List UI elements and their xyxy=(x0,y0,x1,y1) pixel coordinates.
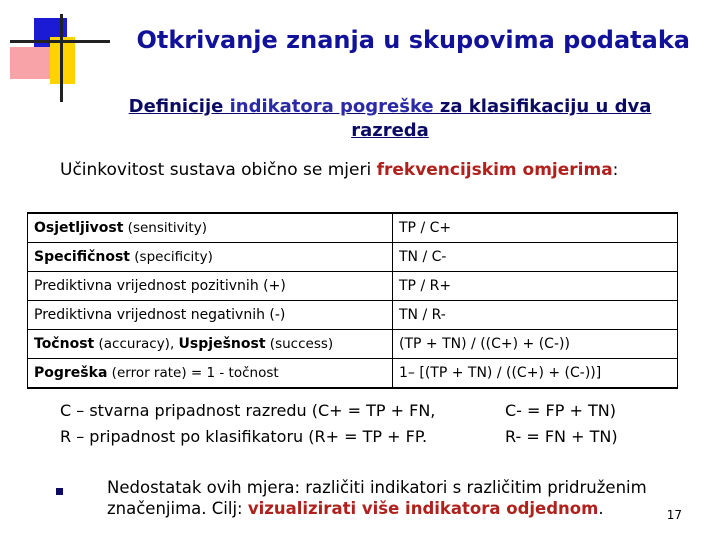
metric-name-cell xyxy=(28,213,393,243)
metric-name-cell xyxy=(28,301,393,330)
metric-formula-cell: 1– [(TP + TN) / ((C+) + (C-))] xyxy=(393,359,678,389)
slide-subtitle xyxy=(100,95,680,143)
metric-name-rest: (sensitivity) xyxy=(123,220,207,236)
subtitle-highlight: indikatora pogreške xyxy=(229,96,434,117)
definition-notes xyxy=(60,398,618,450)
metric-name-bold-2: Uspješnost xyxy=(178,336,266,352)
metric-name-rest: (accuracy), xyxy=(94,336,179,352)
metric-name-cell xyxy=(28,243,393,272)
bottom-before: Nedostatak ovih mjera: različiti indikatori s različitim pridruženim značenjima. Cilj: xyxy=(107,478,647,518)
intro-text xyxy=(60,160,618,180)
metric-name-rest: Prediktivna vrijednost pozitivnih (+) xyxy=(34,278,286,294)
metric-name-cell xyxy=(28,359,393,389)
metric-name-bold: Osjetljivost xyxy=(34,220,124,236)
intro-after: : xyxy=(612,160,619,180)
metric-name-cell xyxy=(28,272,393,301)
metric-formula-cell: TN / R- xyxy=(393,301,678,330)
intro-before: Učinkovitost sustava obično se mjeri xyxy=(60,160,377,180)
slide-title: Otkrivanje znanja u skupovima podataka xyxy=(136,26,690,54)
metric-formula-cell: TN / C- xyxy=(393,243,678,272)
metric-formula-cell: TP / R+ xyxy=(393,272,678,301)
table-row xyxy=(28,301,678,330)
metric-formula-cell: TP / C+ xyxy=(393,213,678,243)
table-row xyxy=(28,243,678,272)
metric-formula-cell: (TP + TN) / ((C+) + (C-)) xyxy=(393,330,678,359)
metric-name-rest-2: (success) xyxy=(265,336,334,352)
subtitle-part1: Definicije xyxy=(128,96,230,117)
metric-name-bold: Specifičnost xyxy=(34,249,130,265)
table-row xyxy=(28,359,678,389)
note-c-minus: C- = FP + TN) xyxy=(505,401,616,420)
bottom-paragraph xyxy=(107,477,687,519)
metric-name-rest: (specificity) xyxy=(129,249,213,265)
subtitle-part3: za klasifikaciju u dva razreda xyxy=(351,96,652,141)
page-number: 17 xyxy=(666,508,682,522)
note-c-definition: C – stvarna pripadnost razredu (C+ = TP + FN, xyxy=(60,401,436,420)
table-row xyxy=(28,272,678,301)
table-row xyxy=(28,213,678,243)
bottom-highlight: vizualizirati više indikatora odjednom xyxy=(247,499,599,518)
note-r-definition: R – pripadnost po klasifikatoru (R+ = TP + FP. xyxy=(60,427,428,446)
metrics-table xyxy=(27,212,678,389)
note-r-minus: R- = FN + TN) xyxy=(505,427,618,446)
intro-highlight: frekvencijskim omjerima xyxy=(376,160,613,180)
metric-name-rest: Prediktivna vrijednost negativnih (-) xyxy=(34,307,286,323)
metric-name-rest: (error rate) = 1 - točnost xyxy=(107,365,279,381)
bottom-after: . xyxy=(598,499,604,518)
metric-name-cell xyxy=(28,330,393,359)
note-line xyxy=(60,398,616,424)
note-line xyxy=(60,424,618,450)
metric-name-bold: Pogreška xyxy=(34,365,108,381)
bullet-square-icon xyxy=(56,488,63,495)
table-row xyxy=(28,330,678,359)
metric-name-bold: Točnost xyxy=(34,336,95,352)
